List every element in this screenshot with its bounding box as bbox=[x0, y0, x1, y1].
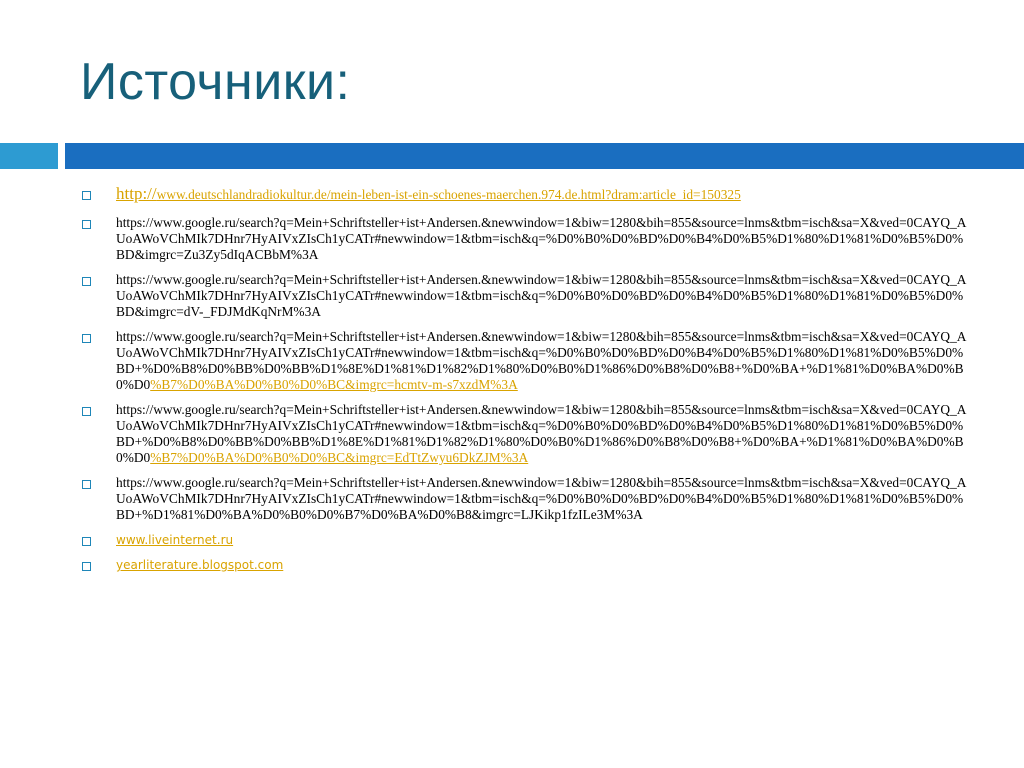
square-bullet-icon bbox=[82, 191, 91, 200]
slide-title: Источники: bbox=[80, 53, 351, 111]
square-bullet-icon bbox=[82, 277, 91, 286]
list-item bbox=[82, 402, 972, 466]
sources-list bbox=[82, 186, 972, 582]
list-item bbox=[82, 475, 972, 523]
square-bullet-icon bbox=[82, 407, 91, 416]
source-link[interactable]: www.liveinternet.ru bbox=[116, 533, 234, 547]
source-link[interactable]: yearliterature.blogspot.com bbox=[116, 558, 284, 572]
square-bullet-icon bbox=[82, 562, 91, 571]
list-item bbox=[82, 186, 972, 203]
list-item bbox=[82, 329, 972, 393]
source-link[interactable]: %B7%D0%BA%D0%B0%D0%BC&imgrc=EdTtZwyu6DkZJM%3A bbox=[150, 450, 529, 465]
source-text: https://www.google.ru/search?q=Mein+Schriftsteller+ist+Andersen.&newwindow=1&biw=1280&bih=855&source=lnms&tbm=isch&sa=X&ved=0CAYQ_AUoAWoVChMIk7DHnr7HyAIVxZIsCh1yCATr#newwindow=1&tbm=isch&q=%D0%B0%D0%BD%D0%B4%D0%B5%D1%80%D1%81%D0%B5%D0%BD+%D0%B8%D0%BB%D0%BB%D1%8E%D1%81%D1%82%D1%80%D0%B0%D1%86%D0%B8%D0%B8+%D0%BA+%D1%81%D0%BA%D0%B0%D0 bbox=[116, 329, 967, 392]
list-item bbox=[82, 215, 972, 263]
source-text: https://www.google.ru/search?q=Mein+Schriftsteller+ist+Andersen.&newwindow=1&biw=1280&bih=855&source=lnms&tbm=isch&sa=X&ved=0CAYQ_AUoAWoVChMIk7DHnr7HyAIVxZIsCh1yCATr#newwindow=1&tbm=isch&q=%D0%B0%D0%BD%D0%B4%D0%B5%D1%80%D1%81%D0%B5%D0%BD+%D0%B8%D0%BB%D0%BB%D1%8E%D1%81%D1%82%D1%80%D0%B0%D1%86%D0%B8%D0%B8+%D0%BA+%D1%81%D0%BA%D0%B0%D0 bbox=[116, 402, 967, 465]
source-link[interactable]: http://www.deutschlandradiokultur.de/mein-leben-ist-ein-schoenes-maerchen.974.de.html?dram:article_id=150325 bbox=[116, 184, 741, 203]
square-bullet-icon bbox=[82, 334, 91, 343]
source-link[interactable]: %B7%D0%BA%D0%B0%D0%BC&imgrc=hcmtv-m-s7xzdM%3A bbox=[150, 377, 518, 392]
source-text: https://www.google.ru/search?q=Mein+Schriftsteller+ist+Andersen.&newwindow=1&biw=1280&bih=855&source=lnms&tbm=isch&sa=X&ved=0CAYQ_AUoAWoVChMIk7DHnr7HyAIVxZIsCh1yCATr#newwindow=1&tbm=isch&q=%D0%B0%D0%BD%D0%B4%D0%B5%D1%80%D1%81%D0%B5%D0%BD+%D1%81%D0%BA%D0%B0%D0%B7%D0%BA%D0%B8&imgrc=LJKikp1fzILe3M%3A bbox=[116, 475, 967, 522]
header-band-right bbox=[65, 143, 1024, 169]
list-item bbox=[82, 272, 972, 320]
list-item bbox=[82, 532, 972, 548]
list-item bbox=[82, 557, 972, 573]
square-bullet-icon bbox=[82, 480, 91, 489]
source-text: https://www.google.ru/search?q=Mein+Schriftsteller+ist+Andersen.&newwindow=1&biw=1280&bih=855&source=lnms&tbm=isch&sa=X&ved=0CAYQ_AUoAWoVChMIk7DHnr7HyAIVxZIsCh1yCATr#newwindow=1&tbm=isch&q=%D0%B0%D0%BD%D0%B4%D0%B5%D1%80%D1%81%D0%B5%D0%BD&imgrc=dV-_FDJMdKqNrM%3A bbox=[116, 272, 967, 319]
square-bullet-icon bbox=[82, 220, 91, 229]
source-text: https://www.google.ru/search?q=Mein+Schriftsteller+ist+Andersen.&newwindow=1&biw=1280&bih=855&source=lnms&tbm=isch&sa=X&ved=0CAYQ_AUoAWoVChMIk7DHnr7HyAIVxZIsCh1yCATr#newwindow=1&tbm=isch&q=%D0%B0%D0%BD%D0%B4%D0%B5%D1%80%D1%81%D0%B5%D0%BD&imgrc=Zu3Zy5dIqACBbM%3A bbox=[116, 215, 967, 262]
header-band-left bbox=[0, 143, 58, 169]
square-bullet-icon bbox=[82, 537, 91, 546]
